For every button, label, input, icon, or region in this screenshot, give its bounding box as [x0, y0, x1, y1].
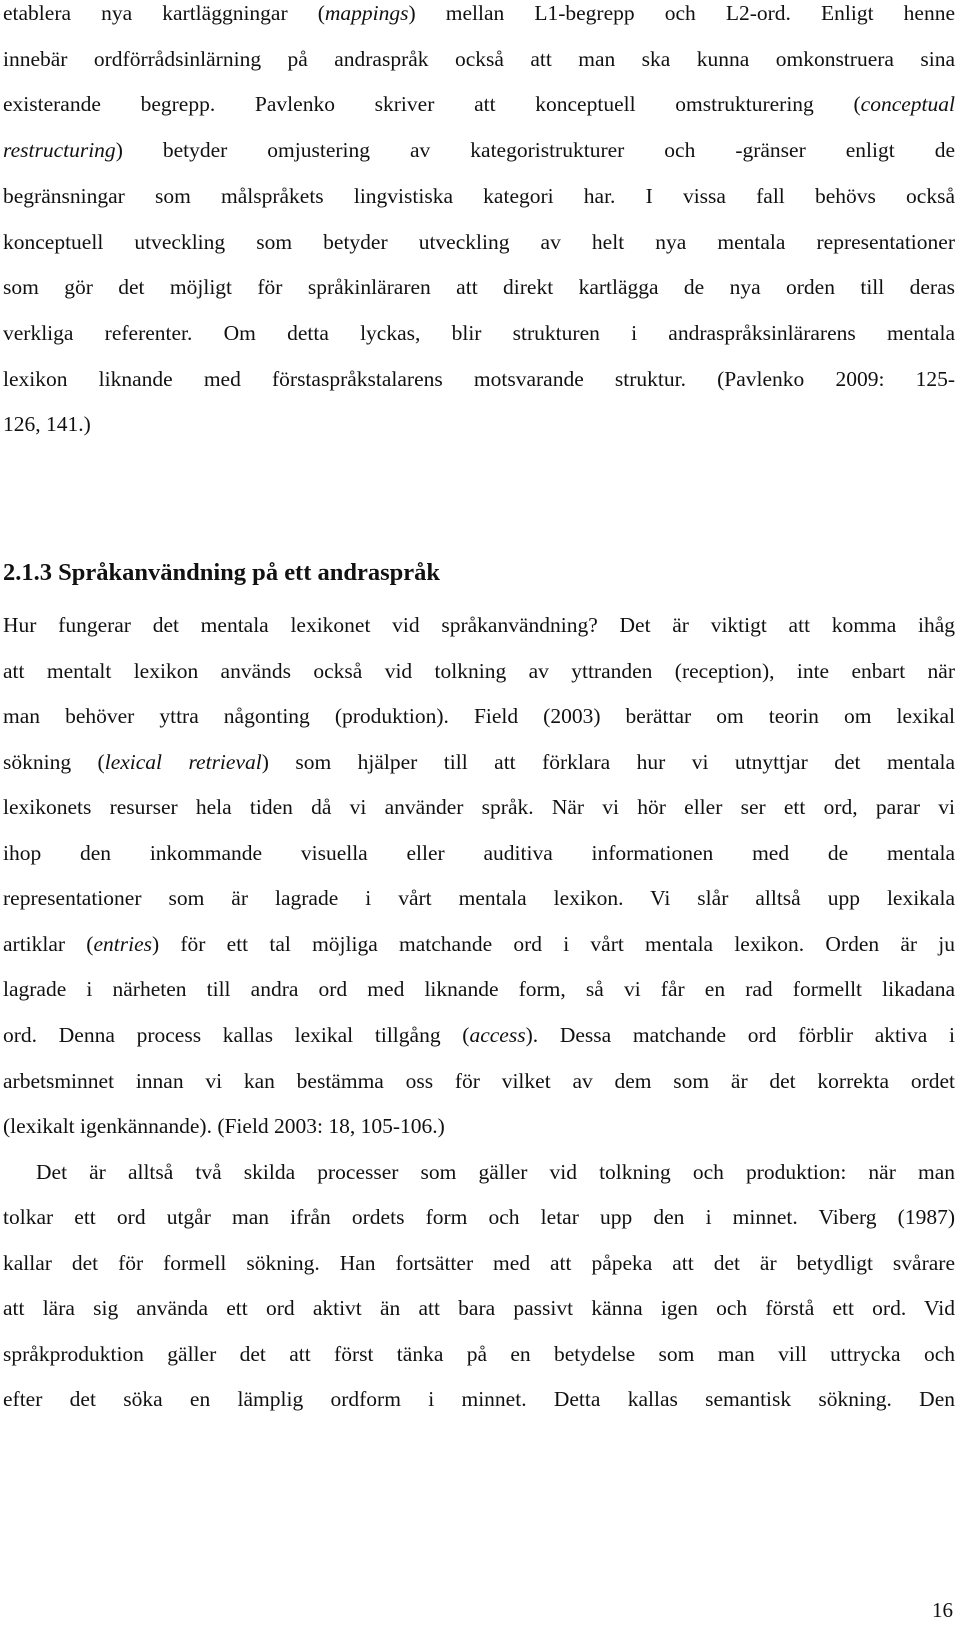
text-line: (lexikalt igenkännande). (Field 2003: 18, 105-106.) [3, 1114, 445, 1139]
text-line: 126, 141.) [3, 412, 91, 437]
text-line: etablera nya kartläggningar (mappings) mellan L1-begrepp och L2-ord. Enligt henne [3, 1, 955, 25]
text-line: representationer som är lagrade i vårt mentala lexikon. Vi slår alltså upp lexikala [3, 886, 955, 911]
section-heading: 2.1.3 Språkanvändning på ett andraspråk [3, 559, 441, 586]
text-line: man behöver yttra någonting (produktion). Field (2003) berättar om teorin om lexikal [3, 704, 955, 729]
text-line: att lära sig använda ett ord aktivt än att bara passivt känna igen och förstå ett ord. Vid [3, 1296, 955, 1321]
text-line: lexikonets resurser hela tiden då vi använder språk. När vi hör eller ser ett ord, parar vi [3, 795, 955, 820]
text-line: restructuring) betyder omjustering av kategoristrukturer och -gränser enligt de [3, 138, 955, 163]
text-line: sökning (lexical retrieval) som hjälper till att förklara hur vi utnyttjar det mentala [3, 749, 955, 774]
text-line: arbetsminnet innan vi kan bestämma oss för vilket av dem som är det korrekta ordet [3, 1068, 955, 1093]
text-line: artiklar (entries) för ett tal möjliga matchande ord i vårt mentala lexikon. Orden är ju [3, 931, 955, 956]
text-line: Hur fungerar det mentala lexikonet vid språkanvändning? Det är viktigt att komma ihåg [3, 613, 955, 637]
text-line: existerande begrepp. Pavlenko skriver att konceptuell omstrukturering (conceptual [3, 92, 955, 117]
text-line: innebär ordförrådsinlärning på andraspråk också att man ska kunna omkonstruera sina [3, 46, 955, 71]
text-line: som gör det möjligt för språkinläraren att direkt kartlägga de nya orden till deras [3, 275, 955, 300]
text-line: lagrade i närheten till andra ord med liknande form, så vi får en rad formellt likadana [3, 977, 955, 1002]
text-line: begränsningar som målspråkets lingvistiska kategori har. I vissa fall behövs också [3, 183, 955, 208]
text-line: språkproduktion gäller det att först tänka på en betydelse som man vill uttrycka och [3, 1341, 955, 1366]
text-line: ord. Denna process kallas lexikal tillgång (access). Dessa matchande ord förblir aktiva i [3, 1022, 955, 1047]
text-line: tolkar ett ord utgår man ifrån ordets form och letar upp den i minnet. Viberg (1987) [3, 1205, 955, 1230]
text-line: konceptuell utveckling som betyder utveckling av helt nya mentala representationer [3, 229, 955, 254]
text-line: att mentalt lexikon används också vid tolkning av yttranden (reception), inte enbart när [3, 658, 955, 683]
text-line: lexikon liknande med förstaspråkstalarens motsvarande struktur. (Pavlenko 2009: 125- [3, 366, 955, 391]
text-line: ihop den inkommande visuella eller auditiva informationen med de mentala [3, 840, 955, 865]
text-line: kallar det för formell sökning. Han fortsätter med att påpeka att det är betydligt svårare [3, 1250, 955, 1275]
text-line: efter det söka en lämplig ordform i minnet. Detta kallas semantisk sökning. Den [3, 1387, 955, 1411]
text-line: Det är alltså två skilda processer som gäller vid tolkning och produktion: när man [36, 1160, 955, 1184]
text-line: verkliga referenter. Om detta lyckas, blir strukturen i andraspråksinlärarens mentala [3, 320, 955, 345]
page-number: 16 [932, 1598, 953, 1622]
